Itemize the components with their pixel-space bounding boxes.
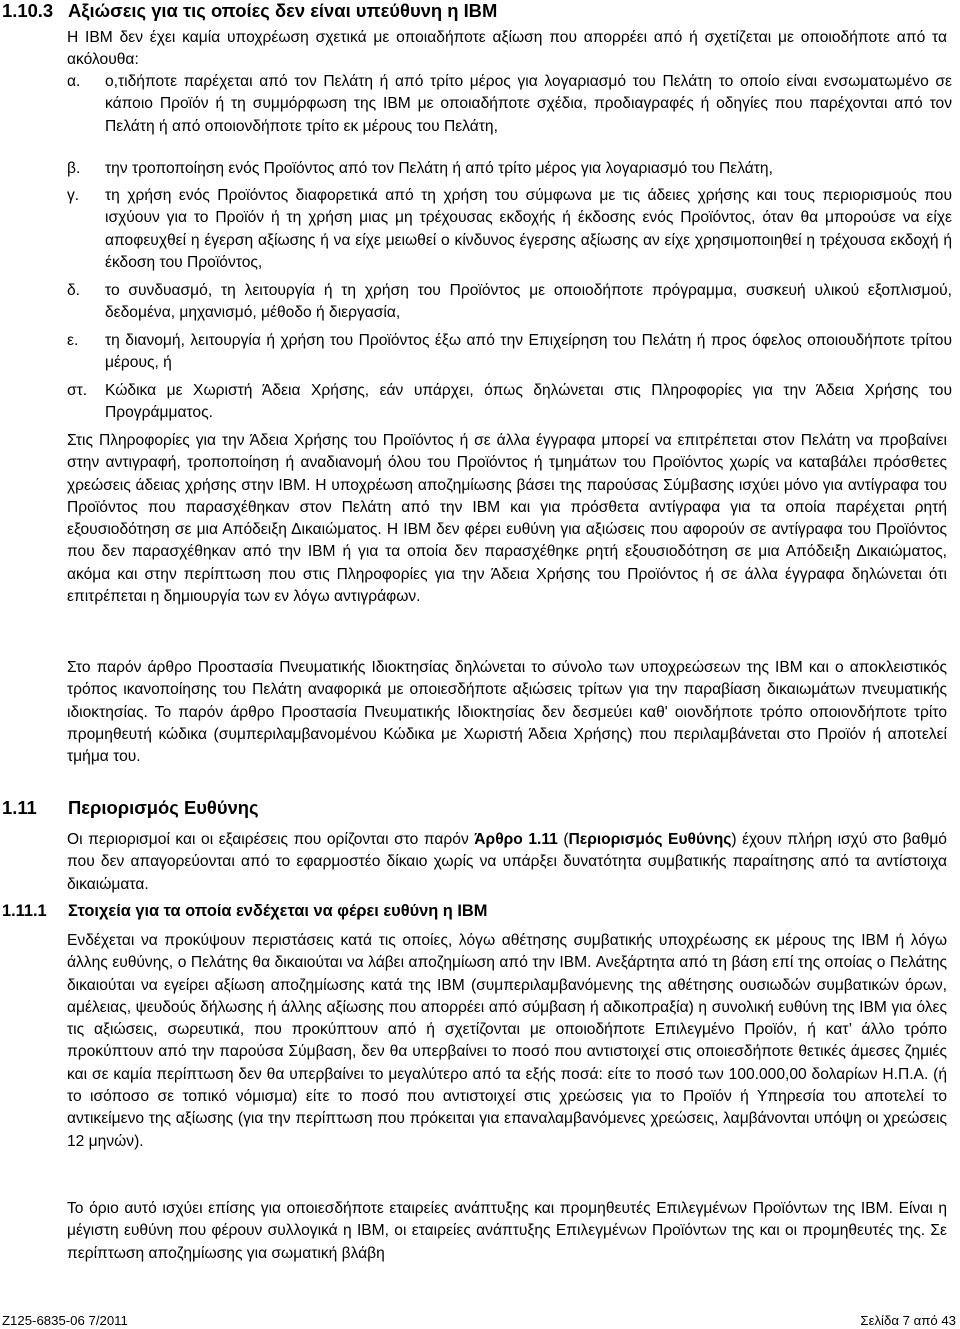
list-marker: στ. [67,382,88,399]
list-marker: δ. [67,282,81,299]
list-item [67,380,952,425]
list-marker: γ. [67,187,80,204]
bold-article-ref: Άρθρο 1.11 [474,831,558,848]
paragraph: Στο παρόν άρθρο Προστασία Πνευματικής Ιδιοκτησίας δηλώνεται το σύνολο των υποχρεώσεων της IBM και ο αποκλειστικός τρόπος ικανοποίησης του Πελάτη αναφορικά με οποιεσδήποτε αξιώσεις τρίτων για την παραβίαση δικαιωμάτων πνευματικής ιδιοκτησίας. Το παρόν άρθρο Προστασία Πνευματικής Ιδιοκτησίας δεν δεσμεύει καθ' οιονδήποτε τρόπο οποιονδήποτε τρίτο προμηθευτή κώδικα (συμπεριλαμβανομένου Κώδικα με Χωριστή Άδεια Χρήσης) που περιλαμβάνεται στο Προϊόν ή αποτελεί τμήμα του. [67,659,947,766]
list-marker: β. [67,160,81,177]
section-heading-1-11-1 [2,902,487,922]
list-item-text: το συνδυασμό, τη λειτουργία ή τη χρήση του Προϊόντος με οποιοδήποτε πρόγραμμα, συσκευή υλικού εξοπλισμού, δεδομένα, μηχανισμό, μέθοδο ή διεργασία, [105,282,952,322]
section-heading-1-10-3 [2,0,497,22]
list-item-text: τη διανομή, λειτουργία ή χρήση του Προϊόντος έξω από την Επιχείρηση του Πελάτη ή προς όφελος οποιουδήποτε τρίτου μέρους, ή [105,332,952,372]
footer-doc-id: Z125-6835-06 7/2011 [2,1313,128,1328]
footer-page-number: Σελίδα 7 από 43 [860,1313,956,1328]
bold-article-title: Περιορισμός Ευθύνης [568,831,732,848]
list-item-text: ο,τιδήποτε παρέχεται από τον Πελάτη ή από τρίτο μέρος για λογαριασμό του Πελάτη το οποίο είναι ενσωματωμένο σε κάποιο Προϊόν ή τη συμμόρφωση της IBM με οποιαδήποτε σχέδια, προδιαγραφές ή οδηγίες που παρέχονται από τον Πελάτη ή από οποιονδήποτε τρίτο εκ μέρους του Πελάτη, [105,73,952,135]
list-item [67,330,952,375]
section-intro: Η IBM δεν έχει καμία υποχρέωση σχετικά με οποιαδήποτε αξίωση που απορρέει από ή σχετίζεται με οποιοδήποτε από τα ακόλουθα: [67,29,947,69]
paragraph [67,829,947,896]
text-run: Οι περιορισμοί και οι εξαιρέσεις που ορίζονται στο παρόν [67,831,475,848]
list-marker: ε. [67,332,79,349]
text-run: ( [557,831,569,848]
section-title: Περιορισμός Ευθύνης [68,797,259,818]
paragraph: Το όριο αυτό ισχύει επίσης για οποιεσδήποτε εταιρείες ανάπτυξης και προμηθευτές Επιλεγμένων Προϊόντων της IBM. Είναι η μέγιστη ευθύνη που φέρουν συλλογικά η IBM, οι εταιρείες ανάπτυξης Επιλεγμένων Προϊόντων της και οι προμηθευτές της. Σε περίπτωση αποζημίωσης για σωματική βλάβη [67,1200,947,1262]
list-item [67,71,952,138]
list-item [67,185,952,274]
list-item [67,158,952,180]
section-number: 1.11 [2,797,37,818]
text-run: ) έχουν πλήρη ισχύ στο βαθμό που δεν απαγορεύονται από το εφαρμοστέο δίκαιο χωρίς να υπάρξει δυνατότητα συμβατικής παραίτησης από τα αντίστοιχα δικαιώματα. [67,831,947,893]
paragraph: Ενδέχεται να προκύψουν περιστάσεις κατά τις οποίες, λόγω αθέτησης συμβατικής υποχρέωσης εκ μέρους της IBM ή λόγω άλλης ευθύνης, ο Πελάτης θα δικαιούται να λάβει αποζημίωση από την IBM. Ανεξάρτητα από τη βάση επί της οποίας ο Πελάτης δικαιούται να εγείρει αξίωση αποζημίωσης κατά της IBM (συμπεριλαμβανόμενης της αθέτησης ουσιωδών συμβατικών όρων, αμέλειας, ψευδούς δήλωσης ή άλλης αξίωσης που απορρέει από σύμβαση ή αδικοπραξία) η συνολική ευθύνη της IBM για όλες τις αξιώσεις, σωρευτικά, που προκύπτουν από ή σχετίζονται με οποιοδήποτε Επιλεγμένο Προϊόν, ή κατ’ άλλο τρόπο προκύπτουν από την παρούσα Σύμβαση, δεν θα υπερβαίνει το ποσό που αντιστοιχεί στις οποιεσδήποτε θετικές άμεσες ζημιές και σε καμία περίπτωση δεν θα υπερβαίνει το μεγαλύτερο από τα εξής ποσά: είτε το ποσό των 100.000,00 δολαρίων Η.Π.Α. (ή το ισόποσο σε τοπικό νόμισμα) είτε το ποσό που αντιστοιχεί στις χρεώσεις για το Προϊόν ή Υπηρεσία του αποτελεί το αντικείμενο της αξίωσης (για την περίπτωση που πρόκειται για επαναλαμβανόμενες χρεώσεις, λαμβάνονται υπόψη οι χρεώσεις 12 μηνών). [67,932,947,1150]
list-item-text: την τροποποίηση ενός Προϊόντος από τον Πελάτη ή από τρίτο μέρος για λογαριασμό του Πελάτη, [105,160,773,177]
section-title: Στοιχεία για τα οποία ενδέχεται να φέρει ευθύνη η IBM [68,902,488,920]
list-item-text: Κώδικα με Χωριστή Άδεια Χρήσης, εάν υπάρχει, όπως δηλώνεται στις Πληροφορίες για την Άδεια Χρήσης του Προγράμματος. [105,382,952,422]
list-item-text: τη χρήση ενός Προϊόντος διαφορετικά από τη χρήση του σύμφωνα με τις άδειες χρήσης και τους περιορισμούς που ισχύουν για το Προϊόν ή τη χρήση μιας μη τρέχουσας εκδοχής ή έκδοσης ενός Προϊόντος, όταν θα μπορούσε να είχε αποφευχθεί η έγερση αξίωσης ή να είχε μειωθεί ο κίνδυνος έγερσης αξίωσης αν είχε χρησιμοποιηθεί η τρέχουσα εκδοχή ή έκδοση του Προϊόντος, [105,187,952,271]
section-heading-1-11 [2,797,259,819]
section-title: Αξιώσεις για τις οποίες δεν είναι υπεύθυνη η IBM [68,0,498,21]
paragraph: Στις Πληροφορίες για την Άδεια Χρήσης του Προϊόντος ή σε άλλα έγγραφα μπορεί να επιτρέπεται στον Πελάτη να προβαίνει στην αντιγραφή, τροποποίηση ή αναδιανομή όλου του Προϊόντος ή τμημάτων του Προϊόντος χωρίς να καταβάλει πρόσθετες χρεώσεις άδειας χρήσης στην IBM. Η υποχρέωση αποζημίωσης βάσει της παρούσας Σύμβασης ισχύει μόνο για αντίγραφα του Προϊόντος που παρασχέθηκαν στον Πελάτη από την IBM και για πρόσθετα αντίγραφα για τα οποία παρέχεται ρητή εξουσιοδότηση σε μια Απόδειξη Δικαιώματος. Η IBM δεν φέρει ευθύνη για αξιώσεις που αφορούν σε αντίγραφα του Προϊόντος που δεν παρασχέθηκαν από την IBM ή για τα οποία δεν παρασχέθηκε ρητή εξουσιοδότηση σε μια Απόδειξη Δικαιώματος, ακόμα και στην περίπτωση που στις Πληροφορίες για την Άδεια Χρήσης του Προϊόντος ή σε άλλα έγγραφα δηλώνεται ότι επιτρέπεται η δημιουργία των εν λόγω αντιγράφων. [67,432,947,606]
list-marker: α. [67,73,81,90]
section-number: 1.10.3 [2,0,54,21]
section-number: 1.11.1 [2,902,47,920]
list-item [67,280,952,325]
